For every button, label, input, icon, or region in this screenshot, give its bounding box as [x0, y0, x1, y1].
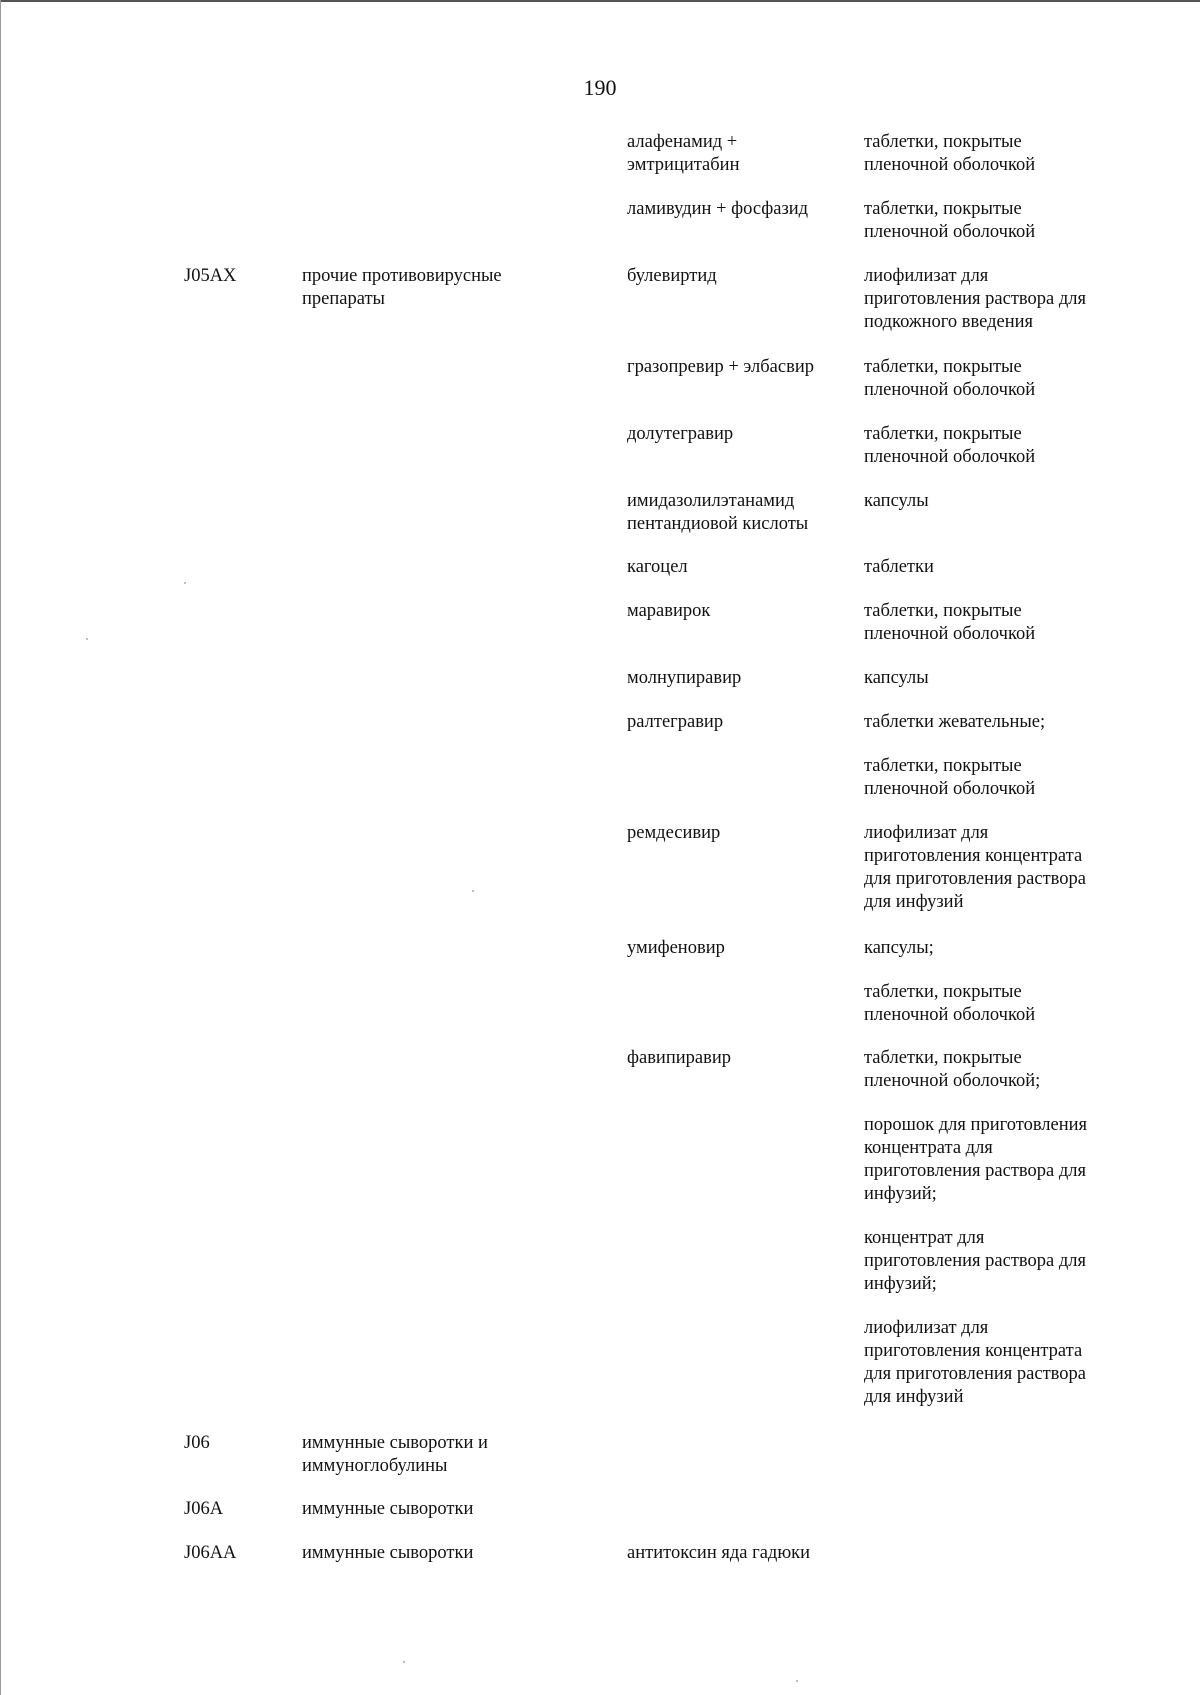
dosage-form: капсулы: [864, 491, 929, 511]
dosage-form: таблетки, покрытые пленочной оболочкой: [864, 199, 1036, 242]
scan-speck: [472, 890, 474, 892]
atc-code: J06AA: [184, 1543, 237, 1563]
atc-group-name: иммунные сыворотки и иммуноглобулины: [302, 1433, 488, 1476]
atc-code: J06A: [184, 1499, 224, 1519]
atc-group-name: иммунные сыворотки: [302, 1543, 474, 1563]
atc-group-name: прочие противовирусные препараты: [302, 266, 502, 309]
page-top-border: [0, 0, 1200, 2]
dosage-form: таблетки, покрытые пленочной оболочкой: [864, 601, 1036, 644]
dosage-form: таблетки жевательные;: [864, 712, 1046, 732]
dosage-form: таблетки, покрытые пленочной оболочкой: [864, 424, 1036, 467]
drug-name: маравирок: [627, 601, 711, 621]
atc-code: J06: [184, 1433, 210, 1453]
scan-speck: [403, 1661, 405, 1663]
drug-name: кагоцел: [627, 557, 688, 577]
dosage-form: таблетки, покрытые пленочной оболочкой: [864, 357, 1036, 400]
drug-name: молнупиравир: [627, 668, 742, 688]
scan-speck: [184, 582, 186, 584]
page-number: 190: [583, 75, 617, 100]
scan-speck: [796, 1680, 798, 1682]
drug-name: умифеновир: [627, 938, 725, 958]
dosage-form: концентрат для приготовления раствора для инфузий;: [864, 1228, 1086, 1294]
drug-name: булевиртид: [627, 266, 717, 286]
page-left-border: [0, 0, 1, 1695]
drug-name: имидазолилэтанамид пентандиовой кислоты: [627, 491, 809, 534]
atc-code: J05AX: [184, 266, 237, 286]
drug-name: фавипиравир: [627, 1048, 731, 1068]
dosage-form: капсулы: [864, 668, 929, 688]
dosage-form: таблетки, покрытые пленочной оболочкой: [864, 982, 1036, 1025]
drug-name: гразопревир + элбасвир: [627, 357, 814, 377]
dosage-form: таблетки, покрытые пленочной оболочкой: [864, 756, 1036, 799]
dosage-form: таблетки, покрытые пленочной оболочкой: [864, 132, 1036, 175]
dosage-form: лиофилизат для приготовления концентрата для приготовления раствора для инфузий: [864, 1318, 1086, 1407]
dosage-form: лиофилизат для приготовления раствора для подкожного введения: [864, 266, 1086, 332]
dosage-form: таблетки, покрытые пленочной оболочкой;: [864, 1048, 1041, 1091]
dosage-form: порошок для приготовления концентрата для приготовления раствора для инфузий;: [864, 1115, 1088, 1204]
dosage-form: таблетки: [864, 557, 934, 577]
drug-name: ралтегравир: [627, 712, 724, 732]
dosage-form: капсулы;: [864, 938, 934, 958]
dosage-form: лиофилизат для приготовления концентрата для приготовления раствора для инфузий: [864, 823, 1086, 912]
drug-name: долутегравир: [627, 424, 734, 444]
drug-name: ламивудин + фосфазид: [627, 199, 809, 219]
drug-name: алафенамид + эмтрицитабин: [627, 132, 740, 175]
atc-group-name: иммунные сыворотки: [302, 1499, 474, 1519]
drug-name: антитоксин яда гадюки: [627, 1543, 811, 1563]
scan-speck: [86, 638, 88, 640]
drug-name: ремдесивир: [627, 823, 721, 843]
